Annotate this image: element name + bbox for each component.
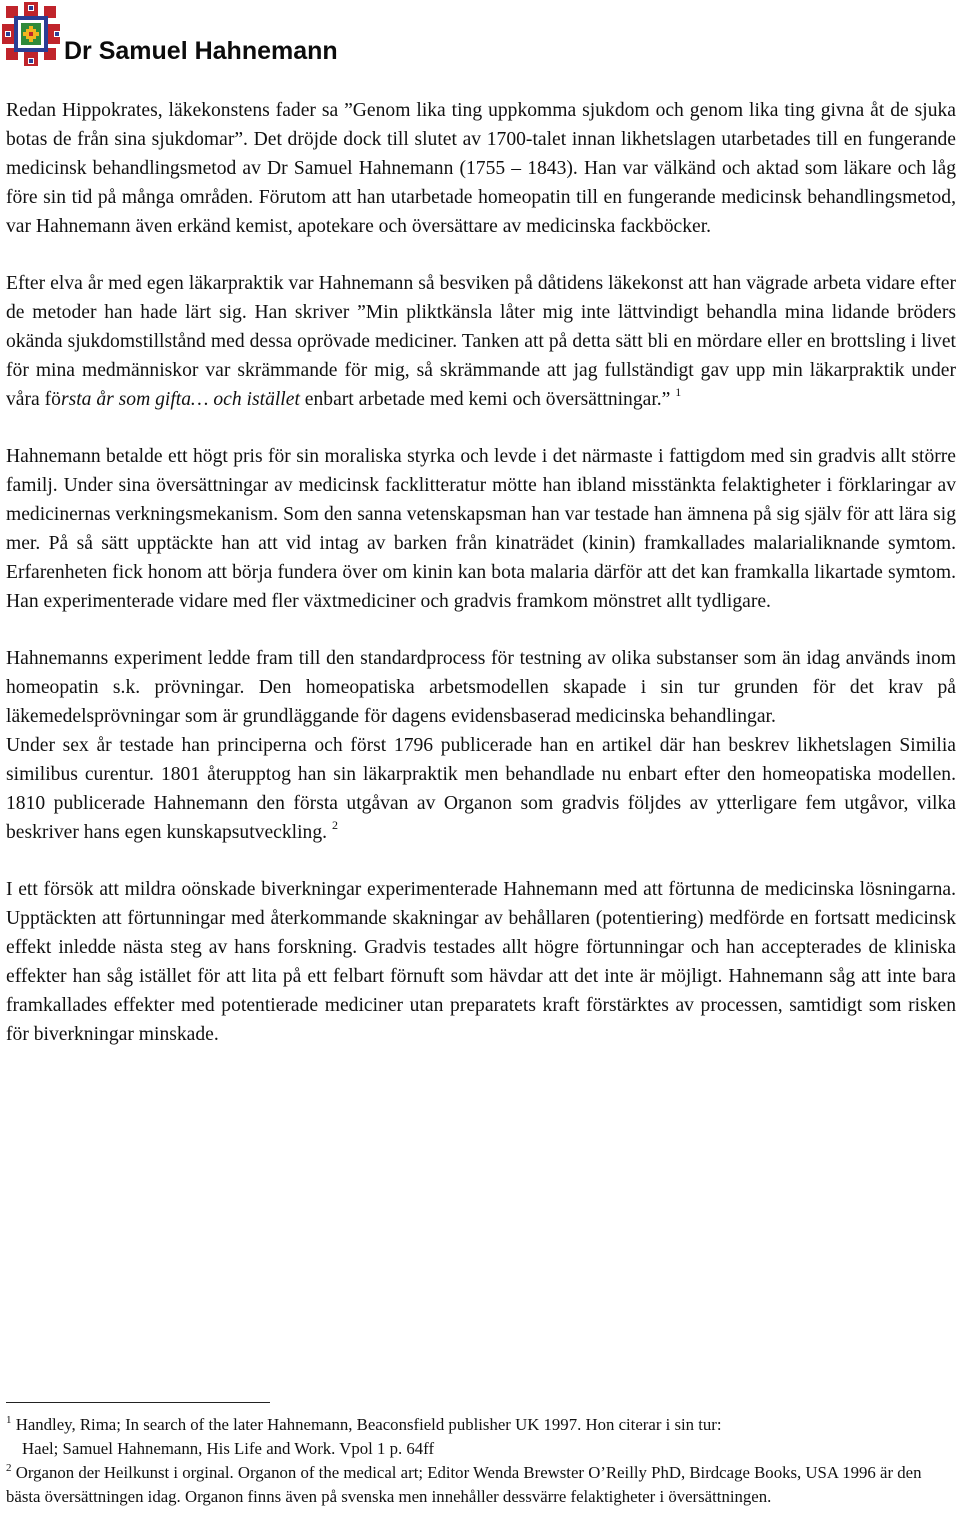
paragraph-provings <box>6 644 956 731</box>
paragraph-text: I ett försök att mildra oönskade biverkningar experimenterade Hahnemann med att förtunna de medicinska lösningarna. Upptäckten att förtunningar med återkommande skakningar av behållaren (potentiering) medförde en fortsatt medicinsk effekt inledde nästa steg av hans forskning. Gradvis testades allt högre förtunningar och han accepterades de kliniska effekter han såg istället för att lita på ett felbart förnuft som hävdar att det inte är möjligt. Hahnemann såg att inte bara framkallades effekter med potentierade mediciner utan preparatets kraft förstärktes av processen, samtidigt som risken för biverkningar minskade. <box>6 879 956 1045</box>
footnote-1-continued <box>6 1437 956 1461</box>
paragraph-disillusion <box>6 269 956 414</box>
footnote-divider <box>6 1402 270 1403</box>
footnote-text: Hael; Samuel Hahnemann, His Life and Work. Vpol 1 p. 64ff <box>22 1439 435 1458</box>
footnote-1 <box>6 1413 956 1437</box>
footnote-reference: 2 <box>331 818 338 832</box>
paragraph-potentization <box>6 875 956 1049</box>
paragraph-text: Redan Hippokrates, läkekonstens fader sa ”Genom lika ting uppkomma sjukdom och genom lika ting givna åt de sjuka botas de från sina sjukdomar”. Det dröjde dock till slutet av 1700-talet innan likhetslagen utarbetades till en fungerande medicinsk behandlingsmetod av Dr Samuel Hahnemann (1755 – 1843). Han var välkänd och aktad som läkare och låg före sin tid på många områden. Förutom att han utarbetade homeopatin till en fungerande medicinsk behandlingsmetod, var Hahnemann även erkänd kemist, apotekare och översättare av medicinska fackböcker. <box>6 100 956 237</box>
paragraph-organon <box>6 731 956 847</box>
footnote-number: 1 <box>6 1414 12 1426</box>
footnote-number: 2 <box>6 1462 12 1474</box>
paragraph-experiments <box>6 442 956 616</box>
paragraph-text: Efter elva år med egen läkarpraktik var Hahnemann så besviken på dåtidens läkekonst att han vägrade arbeta vidare efter de metoder han hade lärt sig. Han skriver ”Min pliktkänsla låter mig inte lättvindigt behandla mina lidande bröders okända sjukdomstillstånd med dessa oprövade mediciner. Tanken att på detta sätt bli en mördare eller en brottsling i livet för mina medmänniskor var skrämmande för mig, så skrämmande att jag fullständigt gav upp min läkarpraktik under våra fö <box>6 273 956 410</box>
footnotes <box>6 1413 956 1509</box>
footnote-2 <box>6 1461 956 1509</box>
paragraph-text: enbart arbetade med kemi och översättningar.” <box>299 389 676 410</box>
italic-text: rsta år som gifta… och istället <box>60 389 300 410</box>
footnote-reference: 1 <box>675 385 682 399</box>
footnote-text: Organon der Heilkunst i orginal. Organon of the medical art; Editor Wenda Brewster O’Reilly PhD, Birdcage Books, USA 1996 är den bästa översättningen idag. Organon finns även på svenska men innehåller dessvärre felaktigheter i översättningen. <box>6 1463 922 1506</box>
page-header <box>0 0 960 80</box>
footnote-text: Handley, Rima; In search of the later Hahnemann, Beaconsfield publisher UK 1997. Hon citerar i sin tur: <box>15 1415 722 1434</box>
ornamental-cross-icon <box>2 2 60 66</box>
site-title: Dr Samuel Hahnemann <box>64 37 338 65</box>
paragraph-text: Hahnemanns experiment ledde fram till den standardprocess för testning av olika substanser som än idag används inom homeopatin s.k. prövningar. Den homeopatiska arbetsmodellen skapade i sin tur grunden för det krav på läkemedelsprövningar som är grundläggande för dagens evidensbaserad medicinska behandlingar. <box>6 648 956 727</box>
paragraph-text: Under sex år testade han principerna och först 1796 publicerade han en artikel där han beskrev likhetslagen Similia similibus curentur. 1801 återupptog han sin läkarpraktik men behandlade nu enbart efter den homeopatiska modellen. 1810 publicerade Hahnemann den första utgåvan av Organon som gradvis följdes av ytterligare fem utgåvor, vilka beskriver hans egen kunskapsutveckling. <box>6 735 956 843</box>
paragraph-text: Hahnemann betalde ett högt pris för sin moraliska styrka och levde i det närmaste i fattigdom med sin gradvis allt större familj. Under sina översättningar av medicinsk facklitteratur mötte han ibland misstänkta felaktigheter i förklaringar av medicinernas verkningsmekanism. Som den sanna vetenskapsman han var testade han ämnena på sig själv för att lära sig mer. På så sätt upptäckte han att vid intag av barken från kinaträdet (kinin) framkallades malarialiknande symtom. Erfarenheten fick honom att börja fundera över om kinin kan bota malaria därför att det kan framkalla likartade symtom. Han experimenterade vidare med fler växtmediciner och gradvis framkom mönstret allt tydligare. <box>6 446 956 612</box>
paragraph-intro <box>6 96 956 241</box>
article-body <box>6 96 956 1049</box>
